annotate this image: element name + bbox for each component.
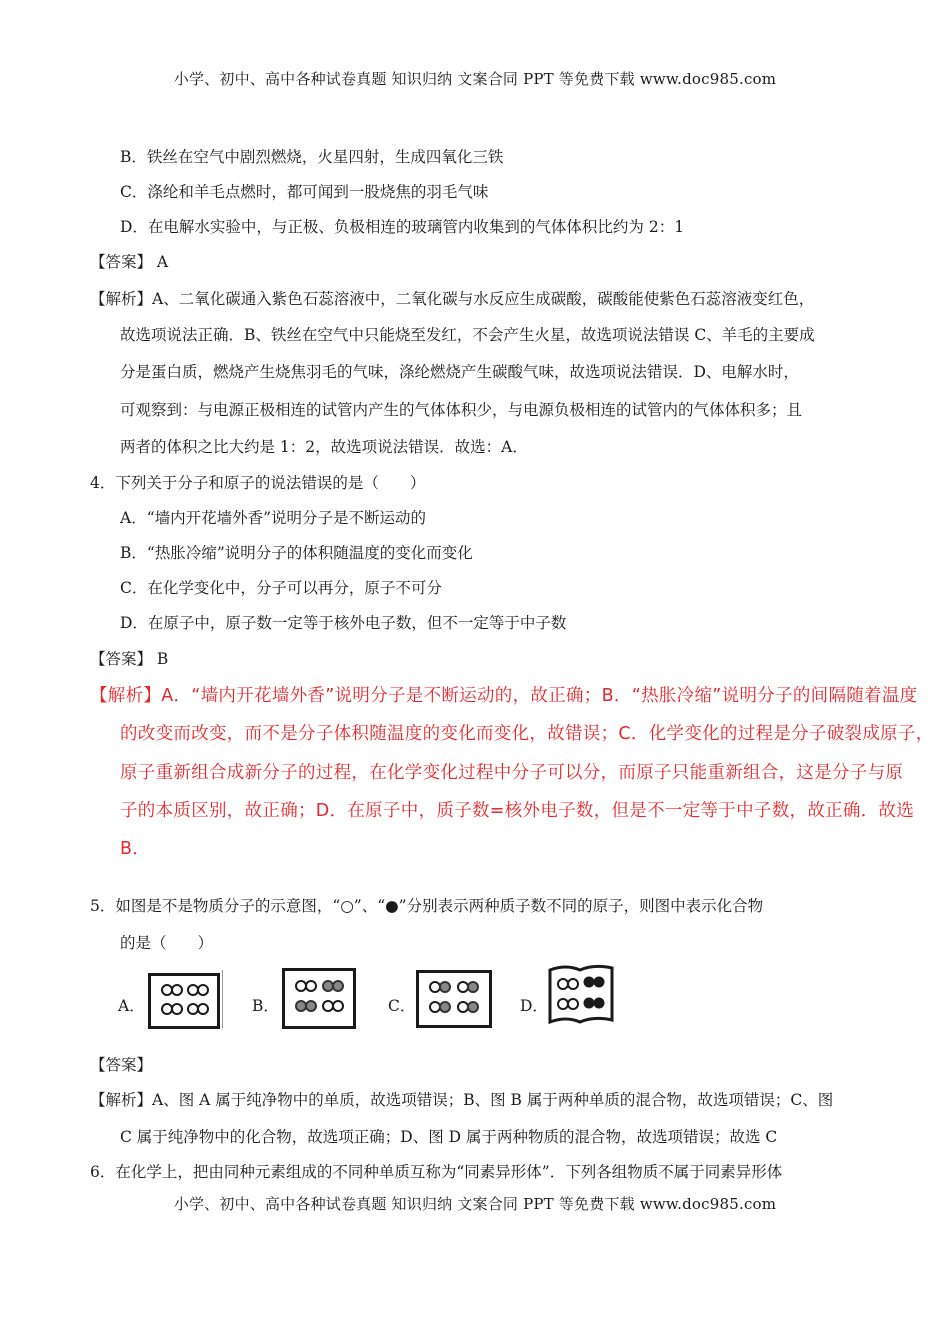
q4-option-a: A．“墙内开花墙外香”说明分子是不断运动的 bbox=[120, 509, 427, 527]
q5-stem: 5．如图是不是物质分子的示意图，“○”、“●”分别表示两种质子数不同的原子，则图中表示化合物 bbox=[90, 897, 764, 915]
q5-label-d: D． bbox=[520, 997, 548, 1015]
q5-answer: 【答案】 bbox=[90, 1056, 153, 1074]
q5-diagram-d bbox=[546, 962, 618, 1028]
q3-analysis-line: 可观察到：与电源正极相连的试管内产生的气体体积少，与电源负极相连的试管内的气体体积多；且 bbox=[120, 401, 803, 419]
q5-label-b: B． bbox=[252, 997, 279, 1015]
q4-option-b: B．“热胀冷缩”说明分子的体积随温度的变化而变化 bbox=[120, 544, 473, 562]
q4-analysis-line: 原子重新组合成新分子的过程，在化学变化过程中分子可以分，而原子只能重新组合，这是分子与原 bbox=[120, 763, 904, 783]
q3-answer: 【答案】 A bbox=[90, 253, 169, 271]
q4-answer: 【答案】 B bbox=[90, 650, 169, 668]
q5-stem-cont: 的是（ ） bbox=[120, 934, 214, 952]
q3-analysis-line: 故选项说法正确．B、铁丝在空气中只能烧至发红，不会产生火星，故选项说法错误 C、羊毛的主要成 bbox=[120, 326, 815, 344]
q6-stem: 6．在化学上，把由同种元素组成的不同种单质互称为“同素异形体”．下列各组物质不属于同素异形体 bbox=[90, 1163, 783, 1181]
q4-analysis-line: 的改变而改变，而不是分子体积随温度的变化而变化，故错误；C．化学变化的过程是分子破裂成原子， bbox=[120, 724, 934, 744]
q3-option-d: D．在电解水实验中，与正极、负极相连的玻璃管内收集到的气体体积比约为 2：1 bbox=[120, 218, 685, 236]
q4-option-c: C．在化学变化中，分子可以再分，原子不可分 bbox=[120, 579, 442, 597]
q5-label-c: C． bbox=[388, 997, 416, 1015]
q4-analysis-line: 子的本质区别，故正确；D．在原子中，质子数=核外电子数，但是不一定等于中子数，故正确．故选 bbox=[120, 801, 915, 821]
q4-option-d: D．在原子中，原子数一定等于核外电子数，但不一定等于中子数 bbox=[120, 614, 567, 632]
q5-analysis-line: 【解析】A、图 A 属于纯净物中的单质，故选项错误；B、图 B 属于两种单质的混合物，故选项错误；C、图 bbox=[90, 1091, 834, 1109]
q3-analysis-line: 两者的体积之比大约是 1：2，故选项说法错误．故选：A． bbox=[120, 438, 528, 456]
q5-diagram-a bbox=[148, 973, 220, 1029]
page-header: 小学、初中、高中各种试卷真题 知识归纳 文案合同 PPT 等免费下载 www.doc985.com bbox=[173, 70, 777, 88]
q4-analysis-line: B． bbox=[120, 839, 151, 859]
q3-analysis-line: 【解析】A、二氧化碳通入紫色石蕊溶液中，二氧化碳与水反应生成碳酸，碳酸能使紫色石蕊溶液变红色， bbox=[90, 290, 815, 308]
page-footer: 小学、初中、高中各种试卷真题 知识归纳 文案合同 PPT 等免费下载 www.doc985.com bbox=[173, 1195, 777, 1213]
q3-analysis-line: 分是蛋白质，燃烧产生烧焦羽毛的气味，涤纶燃烧产生碳酸气味，故选项说法错误．D、电解水时， bbox=[120, 363, 799, 381]
q4-stem: 4．下列关于分子和原子的说法错误的是（ ） bbox=[90, 474, 426, 492]
q3-option-b: B．铁丝在空气中剧烈燃烧，火星四射，生成四氧化三铁 bbox=[120, 148, 504, 166]
q5-analysis-line: C 属于纯净物中的化合物，故选项正确；D、图 D 属于两种物质的混合物，故选项错误；故选 C bbox=[120, 1128, 778, 1146]
q5-label-a: A． bbox=[118, 997, 145, 1015]
q5-diagram-b bbox=[282, 968, 356, 1029]
q5-diagram-c bbox=[416, 970, 492, 1028]
q3-option-c: C．涤纶和羊毛点燃时，都可闻到一股烧焦的羽毛气味 bbox=[120, 183, 489, 201]
q4-analysis-line: 【解析】A．“墙内开花墙外香”说明分子是不断运动的，故正确；B．“热胀冷缩”说明分子的间隔随着温度 bbox=[90, 686, 918, 706]
